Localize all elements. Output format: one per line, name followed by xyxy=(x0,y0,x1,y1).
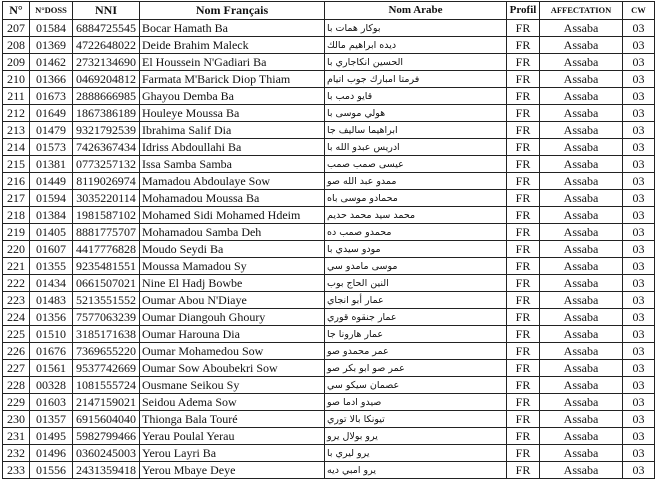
header-affectation: AFFECTATION xyxy=(540,2,623,20)
cell-nom-arabe: عصمان سيكو سي xyxy=(325,377,507,394)
cell-nni: 7426367434 xyxy=(73,139,140,156)
cell-affectation: Assaba xyxy=(540,88,623,105)
cell-nom-francais: Yerou Mbaye Deye xyxy=(140,462,325,479)
table-row xyxy=(3,462,655,479)
cell-affectation: Assaba xyxy=(540,292,623,309)
cell-dossier: 01483 xyxy=(30,292,73,309)
cell-nom-francais: Farmata M'Barick Diop Thiam xyxy=(140,71,325,88)
cell-cw: 03 xyxy=(623,105,655,122)
cell-nom-arabe: محمدو صمب ده xyxy=(325,224,507,241)
cell-nni: 1081555724 xyxy=(73,377,140,394)
cell-profil: FR xyxy=(507,190,540,207)
cell-cw: 03 xyxy=(623,88,655,105)
cell-profil: FR xyxy=(507,105,540,122)
cell-number: 233 xyxy=(3,462,30,479)
cell-dossier: 01384 xyxy=(30,207,73,224)
cell-affectation: Assaba xyxy=(540,377,623,394)
cell-number: 229 xyxy=(3,394,30,411)
cell-affectation: Assaba xyxy=(540,326,623,343)
cell-nom-arabe: بوكار همات با xyxy=(325,20,507,37)
cell-dossier: 01673 xyxy=(30,88,73,105)
cell-nom-francais: Ghayou Demba Ba xyxy=(140,88,325,105)
cell-affectation: Assaba xyxy=(540,71,623,88)
table-row xyxy=(3,428,655,445)
cell-dossier: 01603 xyxy=(30,394,73,411)
cell-profil: FR xyxy=(507,343,540,360)
cell-cw: 03 xyxy=(623,241,655,258)
cell-nom-francais: Yerau Poulal Yerau xyxy=(140,428,325,445)
cell-number: 217 xyxy=(3,190,30,207)
cell-nni: 8119026974 xyxy=(73,173,140,190)
table-body xyxy=(3,20,655,479)
cell-number: 226 xyxy=(3,343,30,360)
cell-nom-arabe: عيسى صمب صمب xyxy=(325,156,507,173)
table-row xyxy=(3,377,655,394)
cell-nom-francais: Nine El Hadj Bowbe xyxy=(140,275,325,292)
cell-number: 213 xyxy=(3,122,30,139)
cell-dossier: 00328 xyxy=(30,377,73,394)
cell-profil: FR xyxy=(507,20,540,37)
cell-cw: 03 xyxy=(623,428,655,445)
cell-cw: 03 xyxy=(623,207,655,224)
table-row xyxy=(3,309,655,326)
cell-profil: FR xyxy=(507,37,540,54)
cell-number: 230 xyxy=(3,411,30,428)
cell-dossier: 01510 xyxy=(30,326,73,343)
cell-profil: FR xyxy=(507,54,540,71)
cell-cw: 03 xyxy=(623,377,655,394)
cell-nni: 0773257132 xyxy=(73,156,140,173)
cell-nni: 0661507021 xyxy=(73,275,140,292)
cell-nni: 2147159021 xyxy=(73,394,140,411)
cell-affectation: Assaba xyxy=(540,462,623,479)
cell-nom-arabe: عمار جنقوه قوري xyxy=(325,309,507,326)
cell-affectation: Assaba xyxy=(540,173,623,190)
cell-profil: FR xyxy=(507,88,540,105)
cell-dossier: 01495 xyxy=(30,428,73,445)
cell-nom-francais: Idriss Abdoullahi Ba xyxy=(140,139,325,156)
cell-number: 216 xyxy=(3,173,30,190)
cell-number: 214 xyxy=(3,139,30,156)
cell-nom-arabe: الحسين انكاجاري با xyxy=(325,54,507,71)
cell-dossier: 01496 xyxy=(30,445,73,462)
table-row xyxy=(3,37,655,54)
cell-number: 208 xyxy=(3,37,30,54)
cell-nom-francais: Oumar Mohamedou Sow xyxy=(140,343,325,360)
cell-profil: FR xyxy=(507,360,540,377)
cell-cw: 03 xyxy=(623,343,655,360)
table-row xyxy=(3,411,655,428)
cell-affectation: Assaba xyxy=(540,360,623,377)
cell-cw: 03 xyxy=(623,462,655,479)
cell-cw: 03 xyxy=(623,258,655,275)
cell-nni: 8881775707 xyxy=(73,224,140,241)
cell-number: 218 xyxy=(3,207,30,224)
cell-number: 212 xyxy=(3,105,30,122)
cell-nni: 0360245003 xyxy=(73,445,140,462)
cell-affectation: Assaba xyxy=(540,20,623,37)
cell-nom-francais: Mohamadou Samba Deh xyxy=(140,224,325,241)
cell-number: 221 xyxy=(3,258,30,275)
cell-profil: FR xyxy=(507,275,540,292)
cell-nni: 9537742669 xyxy=(73,360,140,377)
candidates-table xyxy=(2,1,655,479)
table-row xyxy=(3,292,655,309)
cell-nom-arabe: قايو دمب با xyxy=(325,88,507,105)
cell-number: 211 xyxy=(3,88,30,105)
cell-number: 231 xyxy=(3,428,30,445)
cell-profil: FR xyxy=(507,241,540,258)
cell-nom-francais: Yerou Layri Ba xyxy=(140,445,325,462)
table-row xyxy=(3,173,655,190)
cell-nni: 2431359418 xyxy=(73,462,140,479)
cell-cw: 03 xyxy=(623,54,655,71)
cell-cw: 03 xyxy=(623,445,655,462)
cell-nni: 2888666985 xyxy=(73,88,140,105)
cell-nom-francais: Ousmane Seikou Sy xyxy=(140,377,325,394)
cell-nom-arabe: يرو امبي ديه xyxy=(325,462,507,479)
table-row xyxy=(3,105,655,122)
cell-affectation: Assaba xyxy=(540,190,623,207)
cell-nom-francais: Moudo Seydi Ba xyxy=(140,241,325,258)
cell-nni: 6884725545 xyxy=(73,20,140,37)
cell-profil: FR xyxy=(507,309,540,326)
cell-dossier: 01584 xyxy=(30,20,73,37)
cell-nni: 4722648022 xyxy=(73,37,140,54)
cell-affectation: Assaba xyxy=(540,411,623,428)
cell-nom-francais: Oumar Sow Aboubekri Sow xyxy=(140,360,325,377)
cell-nom-arabe: هولي موسى با xyxy=(325,105,507,122)
cell-nom-francais: Houleye Moussa Ba xyxy=(140,105,325,122)
cell-dossier: 01449 xyxy=(30,173,73,190)
cell-profil: FR xyxy=(507,394,540,411)
header-nni: NNI xyxy=(73,2,140,20)
cell-nom-arabe: عمر محمدو صو xyxy=(325,343,507,360)
cell-nni: 1981587102 xyxy=(73,207,140,224)
cell-nni: 1867386189 xyxy=(73,105,140,122)
cell-nom-arabe: صيدو ادما صو xyxy=(325,394,507,411)
table-row xyxy=(3,241,655,258)
cell-affectation: Assaba xyxy=(540,309,623,326)
cell-profil: FR xyxy=(507,326,540,343)
table-row xyxy=(3,394,655,411)
table-row xyxy=(3,258,655,275)
cell-dossier: 01649 xyxy=(30,105,73,122)
cell-number: 225 xyxy=(3,326,30,343)
cell-cw: 03 xyxy=(623,156,655,173)
cell-dossier: 01366 xyxy=(30,71,73,88)
cell-nom-arabe: عمار هارونا جا xyxy=(325,326,507,343)
cell-profil: FR xyxy=(507,139,540,156)
cell-nom-arabe: ممدو عبد الله صو xyxy=(325,173,507,190)
table-row xyxy=(3,360,655,377)
cell-nni: 9321792539 xyxy=(73,122,140,139)
cell-nom-arabe: ديده ابراهيم مالك xyxy=(325,37,507,54)
cell-dossier: 01356 xyxy=(30,309,73,326)
cell-cw: 03 xyxy=(623,326,655,343)
cell-profil: FR xyxy=(507,207,540,224)
header-nom-francais: Nom Français xyxy=(140,2,325,20)
cell-nom-arabe: عمر صو ابو بكر صو xyxy=(325,360,507,377)
cell-nom-arabe: يرو ليري با xyxy=(325,445,507,462)
header-nom-arabe: Nom Arabe xyxy=(325,2,507,20)
cell-nom-arabe: فرمتا امبارك جوب اتيام xyxy=(325,71,507,88)
cell-affectation: Assaba xyxy=(540,105,623,122)
cell-cw: 03 xyxy=(623,394,655,411)
cell-nom-arabe: تيونكا بالا توري xyxy=(325,411,507,428)
header-dossier: N°DOSS xyxy=(30,2,73,20)
cell-dossier: 01381 xyxy=(30,156,73,173)
cell-nni: 6915604040 xyxy=(73,411,140,428)
cell-affectation: Assaba xyxy=(540,241,623,258)
cell-dossier: 01676 xyxy=(30,343,73,360)
table-row xyxy=(3,445,655,462)
cell-nom-francais: Mohamed Sidi Mohamed Hdeim xyxy=(140,207,325,224)
cell-dossier: 01434 xyxy=(30,275,73,292)
cell-dossier: 01573 xyxy=(30,139,73,156)
header-profil: Profil xyxy=(507,2,540,20)
cell-nom-francais: El Houssein N'Gadiari Ba xyxy=(140,54,325,71)
cell-number: 228 xyxy=(3,377,30,394)
cell-cw: 03 xyxy=(623,122,655,139)
cell-nom-francais: Bocar Hamath Ba xyxy=(140,20,325,37)
cell-affectation: Assaba xyxy=(540,343,623,360)
cell-dossier: 01462 xyxy=(30,54,73,71)
cell-cw: 03 xyxy=(623,292,655,309)
cell-affectation: Assaba xyxy=(540,156,623,173)
cell-nom-arabe: محمد سيد محمد حديم xyxy=(325,207,507,224)
cell-number: 207 xyxy=(3,20,30,37)
cell-nom-francais: Mohamadou Moussa Ba xyxy=(140,190,325,207)
cell-cw: 03 xyxy=(623,37,655,54)
cell-number: 222 xyxy=(3,275,30,292)
cell-cw: 03 xyxy=(623,309,655,326)
cell-cw: 03 xyxy=(623,190,655,207)
cell-dossier: 01479 xyxy=(30,122,73,139)
cell-nom-arabe: محمادو موسى باه xyxy=(325,190,507,207)
cell-nni: 3185171638 xyxy=(73,326,140,343)
table-row xyxy=(3,88,655,105)
cell-number: 219 xyxy=(3,224,30,241)
cell-profil: FR xyxy=(507,445,540,462)
cell-cw: 03 xyxy=(623,275,655,292)
cell-nom-francais: Thionga Bala Touré xyxy=(140,411,325,428)
table-row xyxy=(3,275,655,292)
cell-cw: 03 xyxy=(623,173,655,190)
cell-nni: 7369655220 xyxy=(73,343,140,360)
cell-number: 223 xyxy=(3,292,30,309)
cell-nni: 5982799466 xyxy=(73,428,140,445)
cell-dossier: 01405 xyxy=(30,224,73,241)
cell-affectation: Assaba xyxy=(540,275,623,292)
cell-cw: 03 xyxy=(623,224,655,241)
cell-cw: 03 xyxy=(623,71,655,88)
cell-nom-arabe: ادريس عبدو الله با xyxy=(325,139,507,156)
cell-profil: FR xyxy=(507,173,540,190)
cell-nom-arabe: ابراهيما ساليف جا xyxy=(325,122,507,139)
cell-nom-francais: Issa Samba Samba xyxy=(140,156,325,173)
cell-affectation: Assaba xyxy=(540,122,623,139)
cell-nni: 4417776828 xyxy=(73,241,140,258)
cell-nom-francais: Oumar Harouna Dia xyxy=(140,326,325,343)
cell-profil: FR xyxy=(507,71,540,88)
cell-number: 220 xyxy=(3,241,30,258)
cell-number: 210 xyxy=(3,71,30,88)
cell-dossier: 01355 xyxy=(30,258,73,275)
cell-affectation: Assaba xyxy=(540,428,623,445)
cell-dossier: 01357 xyxy=(30,411,73,428)
cell-nom-arabe: مودو سيدي با xyxy=(325,241,507,258)
cell-number: 215 xyxy=(3,156,30,173)
cell-nom-francais: Deide Brahim Maleck xyxy=(140,37,325,54)
cell-profil: FR xyxy=(507,377,540,394)
cell-profil: FR xyxy=(507,292,540,309)
cell-nom-francais: Seidou Adema Sow xyxy=(140,394,325,411)
cell-number: 224 xyxy=(3,309,30,326)
cell-cw: 03 xyxy=(623,360,655,377)
cell-cw: 03 xyxy=(623,139,655,156)
cell-nni: 7577063239 xyxy=(73,309,140,326)
cell-dossier: 01561 xyxy=(30,360,73,377)
cell-nom-arabe: موسى مامدو سي xyxy=(325,258,507,275)
table-row xyxy=(3,326,655,343)
cell-nni: 5213551552 xyxy=(73,292,140,309)
cell-number: 227 xyxy=(3,360,30,377)
cell-nni: 2732134690 xyxy=(73,54,140,71)
cell-affectation: Assaba xyxy=(540,37,623,54)
header-number: N° xyxy=(3,2,30,20)
cell-nom-francais: Oumar Diangouh Ghoury xyxy=(140,309,325,326)
table-row xyxy=(3,71,655,88)
cell-number: 232 xyxy=(3,445,30,462)
table-row xyxy=(3,54,655,71)
cell-profil: FR xyxy=(507,462,540,479)
cell-affectation: Assaba xyxy=(540,445,623,462)
header-row xyxy=(3,2,655,20)
table-row xyxy=(3,190,655,207)
cell-nom-arabe: عمار أبو انجاي xyxy=(325,292,507,309)
cell-number: 209 xyxy=(3,54,30,71)
table-row xyxy=(3,20,655,37)
cell-nom-francais: Ibrahima Salif Dia xyxy=(140,122,325,139)
cell-nom-arabe: يرو بولال يرو xyxy=(325,428,507,445)
table-row xyxy=(3,343,655,360)
cell-nni: 9235481551 xyxy=(73,258,140,275)
cell-affectation: Assaba xyxy=(540,139,623,156)
cell-nom-francais: Moussa Mamadou Sy xyxy=(140,258,325,275)
cell-dossier: 01594 xyxy=(30,190,73,207)
cell-profil: FR xyxy=(507,122,540,139)
cell-nom-francais: Mamadou Abdoulaye Sow xyxy=(140,173,325,190)
cell-dossier: 01607 xyxy=(30,241,73,258)
cell-profil: FR xyxy=(507,258,540,275)
cell-affectation: Assaba xyxy=(540,394,623,411)
cell-dossier: 01556 xyxy=(30,462,73,479)
table-row xyxy=(3,156,655,173)
header-cw: CW xyxy=(623,2,655,20)
document-page xyxy=(2,1,654,477)
cell-profil: FR xyxy=(507,428,540,445)
table-row xyxy=(3,207,655,224)
cell-affectation: Assaba xyxy=(540,258,623,275)
cell-nom-arabe: النين الحاج بوب xyxy=(325,275,507,292)
cell-profil: FR xyxy=(507,156,540,173)
cell-nni: 0469204812 xyxy=(73,71,140,88)
cell-nom-francais: Oumar Abou N'Diaye xyxy=(140,292,325,309)
table-row xyxy=(3,122,655,139)
cell-affectation: Assaba xyxy=(540,54,623,71)
cell-profil: FR xyxy=(507,224,540,241)
cell-nni: 3035220114 xyxy=(73,190,140,207)
table-row xyxy=(3,224,655,241)
cell-cw: 03 xyxy=(623,20,655,37)
cell-affectation: Assaba xyxy=(540,224,623,241)
cell-dossier: 01369 xyxy=(30,37,73,54)
cell-cw: 03 xyxy=(623,411,655,428)
cell-profil: FR xyxy=(507,411,540,428)
table-row xyxy=(3,139,655,156)
cell-affectation: Assaba xyxy=(540,207,623,224)
